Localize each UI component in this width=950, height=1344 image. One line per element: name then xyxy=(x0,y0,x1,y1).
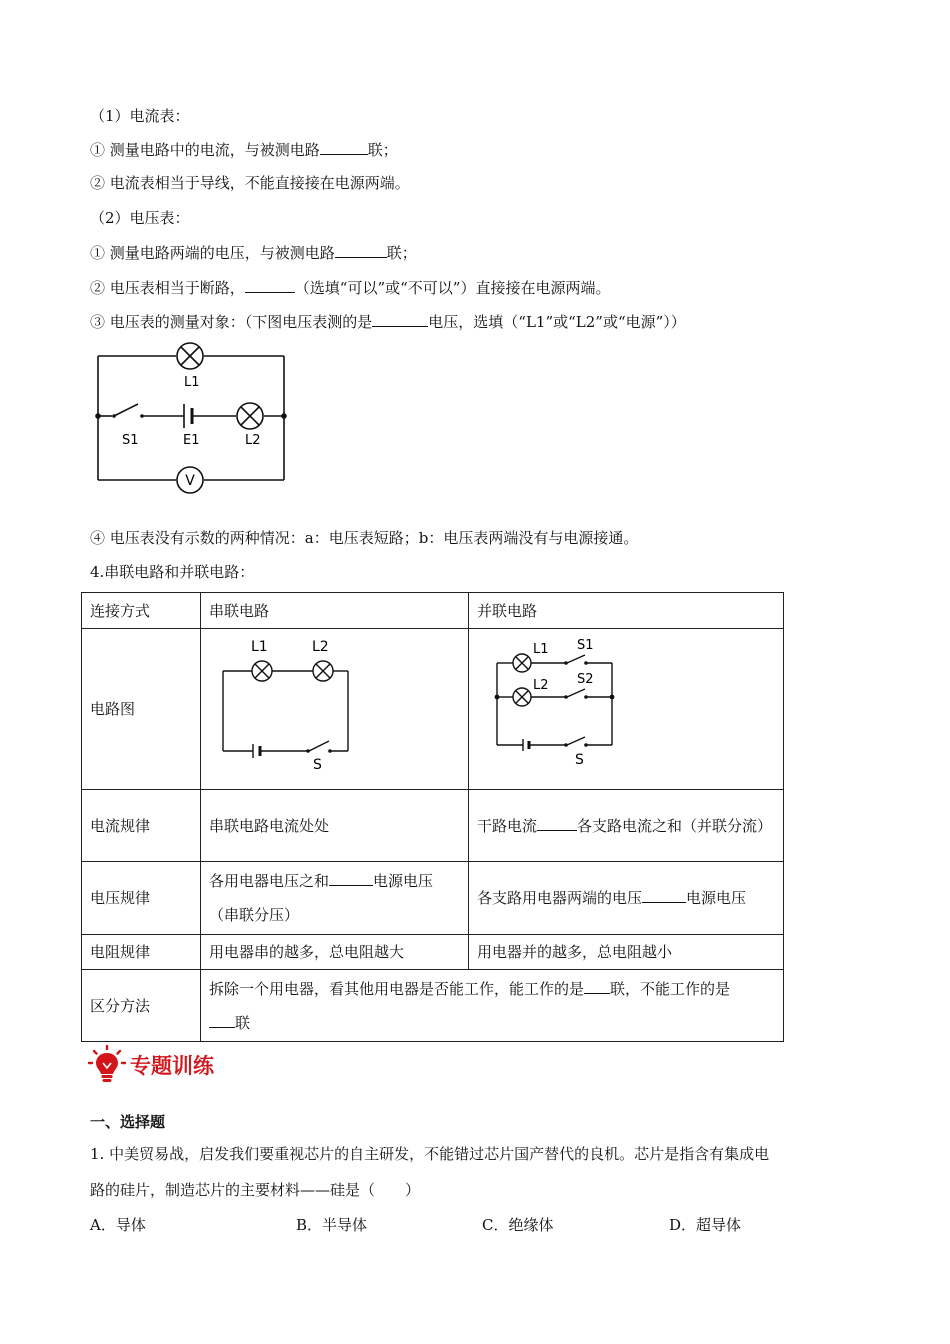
label-l2: L2 xyxy=(245,433,261,448)
answer-blank[interactable] xyxy=(335,243,387,258)
comparison-title: 4.串联电路和并联电路： xyxy=(90,563,255,581)
table-row xyxy=(82,970,784,1042)
header-connection: 连接方式 xyxy=(82,593,201,629)
section-title: 一、选择题 xyxy=(90,1113,166,1131)
answer-blank[interactable] xyxy=(329,871,373,886)
question-1-line-1: 1. 中美贸易战，启发我们要重视芯片的自主研发，不能错过芯片国产替代的良机。芯片是指含有集成电 xyxy=(90,1145,770,1163)
table-row xyxy=(82,593,784,629)
label-l1: L1 xyxy=(184,375,200,390)
answer-blank[interactable] xyxy=(209,1013,235,1028)
voltmeter-rule-4: ④ 电压表没有示数的两种情况：a：电压表短路；b：电压表两端没有与电源接通。 xyxy=(90,529,639,547)
row-label-voltage: 电压规律 xyxy=(82,862,201,935)
table-row xyxy=(82,790,784,862)
label-s1: S1 xyxy=(122,433,139,448)
parallel-label-s2: S2 xyxy=(577,672,594,687)
parallel-label-s: S xyxy=(575,752,584,768)
header-series: 串联电路 xyxy=(201,593,469,629)
series-label-s: S xyxy=(313,757,322,773)
voltmeter-symbol: V xyxy=(185,473,195,489)
series-circuit-diagram xyxy=(213,633,373,773)
answer-blank[interactable] xyxy=(537,816,577,831)
ammeter-rule-1: ① 测量电路中的电流，与被测电路 联； xyxy=(90,141,398,159)
option-a[interactable]: A．导体 xyxy=(90,1216,146,1234)
voltage-parallel: 各支路用电器两端的电压 电源电压 xyxy=(469,862,784,935)
series-label-l2: L2 xyxy=(312,639,329,655)
parallel-circuit-diagram xyxy=(487,633,657,773)
current-series: 串联电路电流处处 xyxy=(201,790,469,862)
row-label-current: 电流规律 xyxy=(82,790,201,862)
table-row xyxy=(82,935,784,970)
parallel-diagram-cell xyxy=(469,629,784,790)
series-diagram-cell xyxy=(201,629,469,790)
label-e1: E1 xyxy=(183,433,200,448)
series-label-l1: L1 xyxy=(251,639,268,655)
table-row xyxy=(82,862,784,935)
answer-blank[interactable] xyxy=(245,278,295,293)
voltmeter-circuit-diagram xyxy=(90,336,300,496)
voltmeter-rule-1: ① 测量电路两端的电压，与被测电路 联； xyxy=(90,244,417,262)
voltage-series: 各用电器电压之和 电源电压（串联分压） xyxy=(201,862,469,935)
option-d[interactable]: D．超导体 xyxy=(669,1216,742,1234)
training-heading xyxy=(88,1045,214,1085)
comparison-table xyxy=(81,592,784,1042)
option-b[interactable]: B．半导体 xyxy=(296,1216,368,1234)
answer-blank[interactable] xyxy=(320,140,368,155)
training-title: 专题训练 xyxy=(130,1054,214,1078)
row-label-distinguish: 区分方法 xyxy=(82,970,201,1042)
lightbulb-icon xyxy=(88,1045,126,1085)
answer-blank[interactable] xyxy=(372,312,428,327)
answer-blank[interactable] xyxy=(584,979,610,994)
resistance-series: 用电器串的越多，总电阻越大 xyxy=(201,935,469,970)
voltmeter-heading: （2）电压表： xyxy=(90,209,190,227)
answer-blank[interactable] xyxy=(642,888,686,903)
ammeter-rule-2: ② 电流表相当于导线，不能直接接在电源两端。 xyxy=(90,174,410,192)
header-parallel: 并联电路 xyxy=(469,593,784,629)
question-1-line-2: 路的硅片，制造芯片的主要材料——硅是（ ） xyxy=(90,1181,421,1199)
voltmeter-rule-2: ② 电压表相当于断路， （选填“可以”或“不可以”）直接接在电源两端。 xyxy=(90,279,611,297)
parallel-label-l1: L1 xyxy=(533,642,549,657)
resistance-parallel: 用电器并的越多，总电阻越小 xyxy=(469,935,784,970)
table-row xyxy=(82,629,784,790)
parallel-label-l2: L2 xyxy=(533,678,549,693)
distinguish-method: 拆除一个用电器，看其他用电器是否能工作，能工作的是 联，不能工作的是 联 xyxy=(201,970,784,1042)
row-label-diagram: 电路图 xyxy=(82,629,201,790)
voltmeter-rule-3: ③ 电压表的测量对象：（下图电压表测的是 电压，选填（“L1”或“L2”或“电源”）） xyxy=(90,313,686,331)
ammeter-heading: （1）电流表： xyxy=(90,107,190,125)
current-parallel: 干路电流 各支路电流之和（并联分流） xyxy=(469,790,784,862)
parallel-label-s1: S1 xyxy=(577,638,594,653)
option-c[interactable]: C．绝缘体 xyxy=(482,1216,554,1234)
row-label-resistance: 电阻规律 xyxy=(82,935,201,970)
